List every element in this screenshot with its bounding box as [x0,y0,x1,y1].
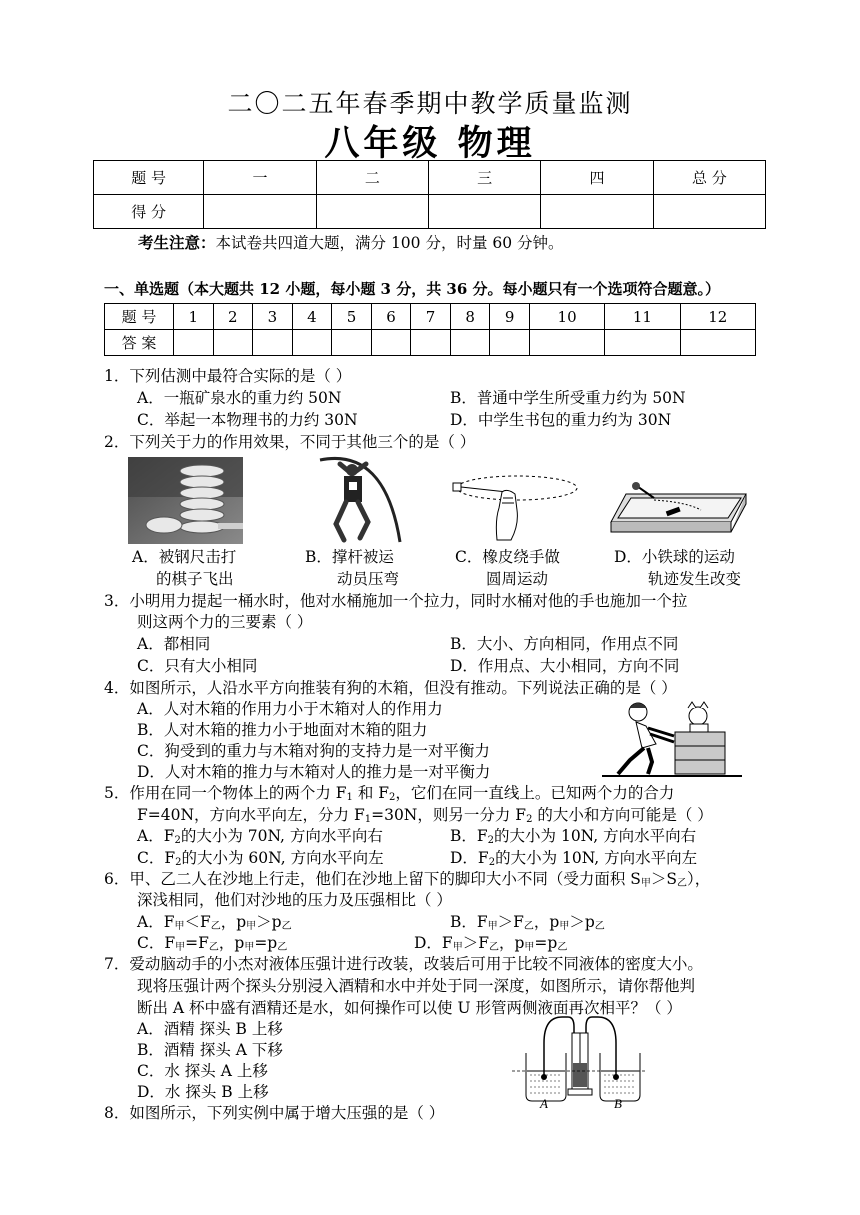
answer-row-label: 题 号 [105,304,174,330]
q1-option-d: D．中学生书包的重力约为 30N [450,411,672,429]
q3-option-b: B．大小、方向相同，作用点不同 [450,635,679,653]
q7-option-d: D．水 探头 B 上移 [137,1083,269,1101]
score-table [93,160,766,229]
q7-option-c: C．水 探头 A 上移 [137,1062,268,1080]
answer-cell-3[interactable] [253,330,293,356]
answer-label: 答 案 [105,330,174,356]
score-header-label: 题 号 [94,161,204,195]
answer-cell-12[interactable] [680,330,755,356]
score-header-1: 一 [204,161,316,195]
q6-stem-line2: 深浅相同，他们对沙地的压力及压强相比（ ） [137,891,452,909]
q6-option-a: A．$F_甲<F_乙$，$p_甲>p_乙$ [137,913,292,932]
answer-cell-10[interactable] [529,330,604,356]
answer-cell-2[interactable] [213,330,253,356]
answer-cell-4[interactable] [292,330,332,356]
q1-option-c: C．举起一本物理书的力约 30N [137,411,358,429]
q7-stem-line1: 7．爱动脑动手的小杰对液体压强计进行改装，改装后可用于比较不同液体的密度大小。 [104,955,703,973]
q4-figure-push-box-dog [600,694,745,780]
q6-option-d: D．$F_甲>F_乙$，$p_甲=p_乙$ [414,934,568,953]
q4-option-d: D．人对木箱的推力与木箱对人的推力是一对平衡力 [137,763,491,781]
q4-stem: 4．如图所示，人沿水平方向推装有狗的木箱，但没有推动。下列说法正确的是（ ） [104,679,677,697]
qnum-11: 11 [605,304,680,330]
answer-cell-9[interactable] [490,330,530,356]
score-cell-2[interactable] [316,195,428,229]
q3-stem-line2: 则这两个力的三要素（ ） [137,613,313,631]
answer-cell-5[interactable] [332,330,372,356]
q8-stem: 8．如图所示，下列实例中属于增大压强的是（ ） [104,1104,445,1122]
q2-option-a-line2: 的棋子飞出 [156,570,234,588]
q2-option-a-line1: A．被钢尺击打 [132,548,237,566]
subject-title: 八年级 物理 [324,124,536,164]
q2-figure-b-pole-vaulter [300,452,415,547]
q7-stem-line2: 现将压强计两个探头分别浸入酒精和水中并处于同一深度，如图所示，请你帮他判 [137,977,696,995]
cup-a-label: A [540,1096,548,1108]
q6-option-b: B．$F_甲>F_乙$，$p_甲>p_乙$ [450,913,605,932]
score-header-4: 四 [541,161,653,195]
qnum-9: 9 [490,304,530,330]
q5-option-c: C．$F_2$的大小为 60N, 方向水平向左 [137,849,384,868]
answer-cell-11[interactable] [605,330,680,356]
q2-option-d-line1: D．小铁球的运动 [614,548,735,566]
exam-title: 二〇二五年春季期中教学质量监测 [227,89,633,118]
notice-label: 考生注意： [138,233,216,252]
notice-text: 本试卷共四道大题，满分 100 分，时量 60 分钟。 [215,234,564,252]
score-cell-3[interactable] [429,195,541,229]
q5-stem-line1: 5．作用在同一个物体上的两个力 $F_1$ 和 $F_2$，它们在同一直线上。已知两个力的合力 [104,784,675,803]
q1-option-b: B．普通中学生所受重力约为 50N [450,389,686,407]
q3-option-d: D．作用点、大小相同，方向不同 [450,657,680,675]
q7-figure-u-tube [512,1013,647,1108]
q2-figure-d-ball-trajectory [606,474,751,544]
q2-option-b-line1: B．撑杆被运 [305,548,394,566]
q5-option-d: D．$F_2$的大小为 10N, 方向水平向左 [450,849,698,868]
q2-figure-a-chess-pieces [128,457,243,544]
score-cell-total[interactable] [653,195,765,229]
qnum-2: 2 [213,304,253,330]
q6-option-c: C．$F_甲=F_乙$，$p_甲=p_乙$ [137,934,288,953]
q1-option-a: A．一瓶矿泉水的重力约 50N [137,389,342,407]
q2-option-d-line2: 轨迹发生改变 [648,570,742,588]
answer-cell-7[interactable] [411,330,451,356]
cup-b-label: B [614,1096,622,1108]
q3-option-c: C．只有大小相同 [137,657,258,675]
q7-stem-line3: 断出 A 杯中盛有酒精还是水，如何操作可以使 U 形管两侧液面再次相平？（ ） [137,999,682,1017]
q2-option-b-line2: 动员压弯 [337,570,400,588]
answer-cell-8[interactable] [450,330,490,356]
score-header-3: 三 [429,161,541,195]
q7-option-a: A．酒精 探头 B 上移 [137,1020,283,1038]
qnum-7: 7 [411,304,451,330]
q2-figure-c-eraser-circle [447,470,582,545]
qnum-5: 5 [332,304,372,330]
q5-option-b: B．$F_2$的大小为 10N, 方向水平向右 [450,827,697,846]
notice [138,233,564,253]
qnum-10: 10 [529,304,604,330]
qnum-12: 12 [680,304,755,330]
score-cell-4[interactable] [541,195,653,229]
q5-option-a: A．$F_2$的大小为 70N, 方向水平向右 [137,827,383,846]
q6-stem-line1: 6．甲、乙二人在沙地上行走，他们在沙地上留下的脚印大小不同（受力面积 $S_甲>S_乙$）， [104,870,711,889]
qnum-6: 6 [371,304,411,330]
score-header-2: 二 [316,161,428,195]
q2-option-c-line2: 圆周运动 [486,570,549,588]
qnum-1: 1 [174,304,214,330]
score-row-label: 得 分 [94,195,204,229]
q3-option-a: A．都相同 [137,635,211,653]
q4-option-a: A．人对木箱的作用力小于木箱对人的作用力 [137,700,443,718]
q7-option-b: B．酒精 探头 A 下移 [137,1041,283,1059]
answer-cell-1[interactable] [174,330,214,356]
q2-stem: 2．下列关于力的作用效果，不同于其他三个的是（ ） [104,433,476,451]
section1-heading: 一、单选题（本大题共 12 小题，每小题 3 分，共 36 分。每小题只有一个选项符合题意。） [104,280,721,298]
answer-cell-6[interactable] [371,330,411,356]
qnum-3: 3 [253,304,293,330]
q4-option-c: C．狗受到的重力与木箱对狗的支持力是一对平衡力 [137,742,490,760]
score-header-total: 总 分 [653,161,765,195]
q1-stem: 1．下列估测中最符合实际的是（ ） [104,367,352,385]
qnum-4: 4 [292,304,332,330]
q4-option-b: B．人对木箱的推力小于地面对木箱的阻力 [137,721,428,739]
score-cell-1[interactable] [204,195,316,229]
q3-stem-line1: 3．小明用力提起一桶水时，他对水桶施加一个拉力，同时水桶对他的手也施加一个拉 [104,592,688,610]
q5-stem-line2: F=40N，方向水平向左，分力 $F_1=30N$，则另一分力 $F_2$ 的大小和方向可能是（ ） [137,806,713,825]
q2-option-c-line1: C．橡皮绕手做 [455,548,560,566]
qnum-8: 8 [450,304,490,330]
answer-table [104,303,756,356]
